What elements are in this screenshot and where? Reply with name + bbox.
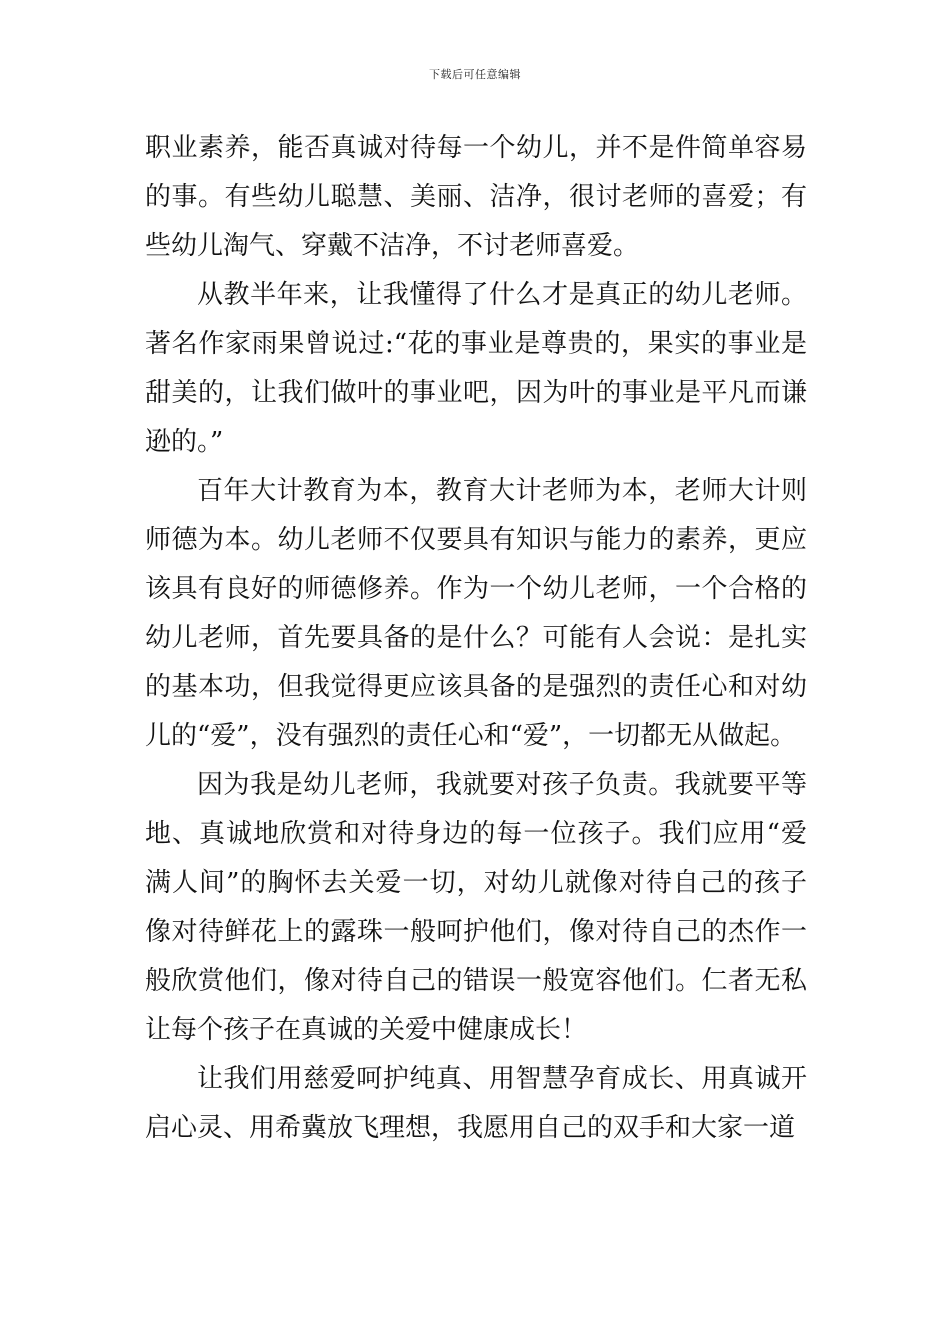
paragraph-3: 百年大计教育为本，教育大计老师为本，老师大计则师德为本。幼儿老师不仅要具有知识与能力的素养，更应该具有良好的师德修养。作为一个幼儿老师，一个合格的幼儿老师，首先要具备的是什么？可能有人会说：是扎实的基本功，但我觉得更应该具备的是强烈的责任心和对幼儿的“爱”，没有强烈的责任心和“爱”，一切都无从做起。 <box>145 476 807 751</box>
paragraph-1: 职业素养，能否真诚对待每一个幼儿，并不是件简单容易的事。有些幼儿聪慧、美丽、洁净，很讨老师的喜爱；有些幼儿淘气、穿戴不洁净，不讨老师喜爱。 <box>145 133 807 261</box>
paragraph-2: 从教半年来，让我懂得了什么才是真正的幼儿老师。著名作家雨果曾说过:“花的事业是尊贵的，果实的事业是甜美的，让我们做叶的事业吧，因为叶的事业是平凡而谦逊的。” <box>145 280 807 457</box>
document-body <box>145 124 807 1153</box>
paragraph-5: 让我们用慈爱呵护纯真、用智慧孕育成长、用真诚开启心灵、用希冀放飞理想，我愿用自己的双手和大家一道 <box>145 1064 807 1143</box>
paragraph-4: 因为我是幼儿老师，我就要对孩子负责。我就要平等地、真诚地欣赏和对待身边的每一位孩子。我们应用“爱满人间”的胸怀去关爱一切，对幼儿就像对待自己的孩子像对待鲜花上的露珠一般呵护他们，像对待自己的杰作一般欣赏他们，像对待自己的错误一般宽容他们。仁者无私让每个孩子在真诚的关爱中健康成长！ <box>145 770 807 1045</box>
page-header: 下载后可任意编辑 <box>429 68 521 81</box>
